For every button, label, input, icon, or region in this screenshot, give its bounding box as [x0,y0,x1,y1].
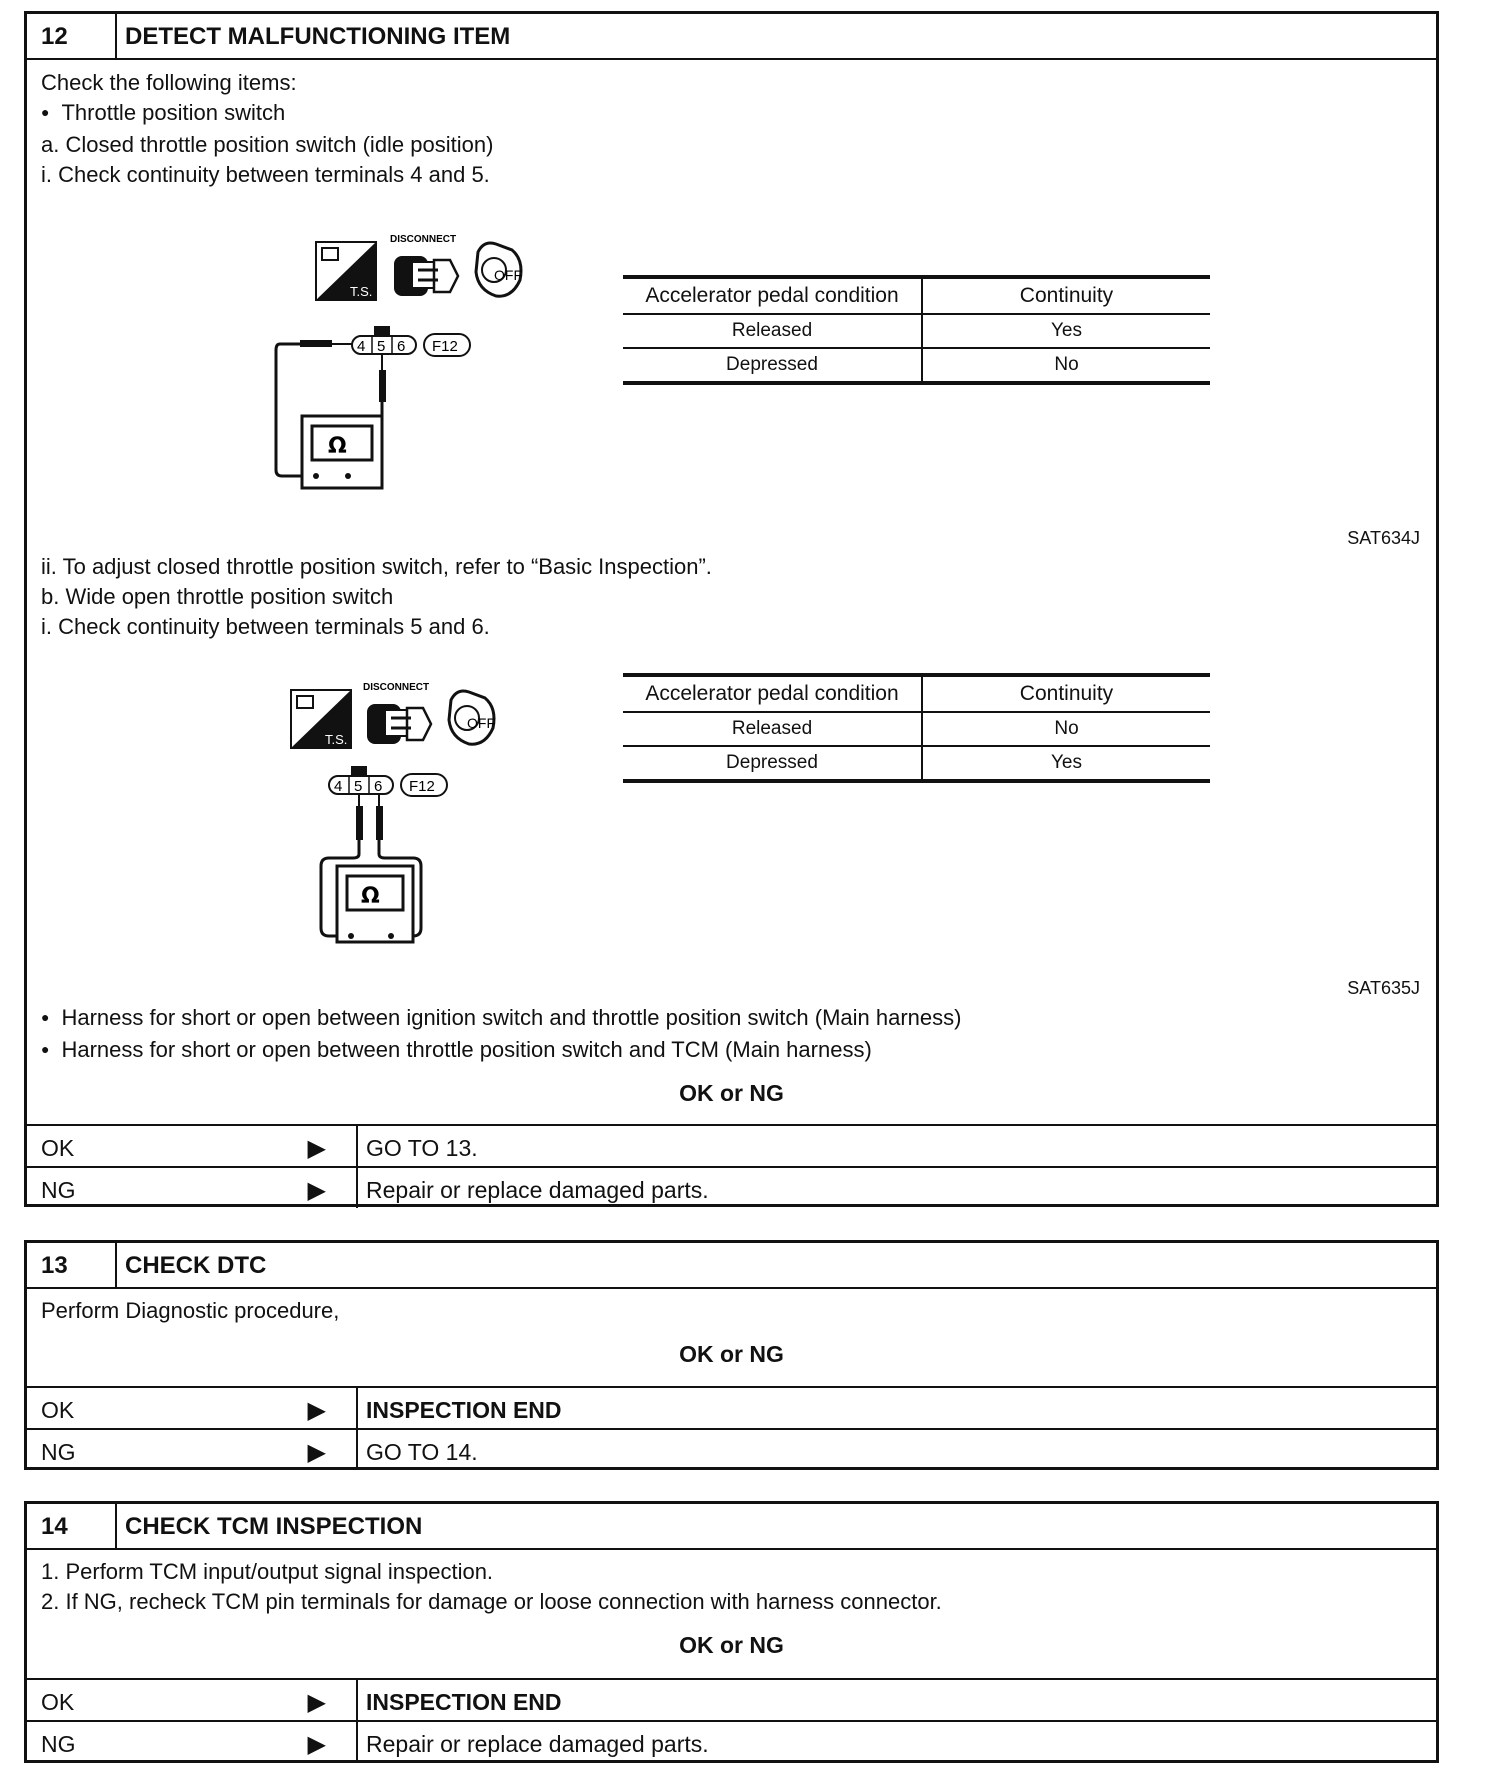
svg-text:4: 4 [334,778,343,795]
table-cell: Released [623,712,922,746]
table-header: Continuity [922,675,1210,712]
instruction-line: Perform Diagnostic procedure, [41,1298,340,1323]
step-title: DETECT MALFUNCTIONING ITEM [125,23,511,50]
disconnect-icon [390,234,458,296]
figure-code: SAT634J [1347,528,1420,548]
result-key: OK [41,1397,75,1423]
table-cell: Depressed [623,348,922,383]
ts-icon [291,690,351,748]
svg-text:Ω: Ω [361,884,380,909]
arrow-right-icon: ▶ [307,1439,326,1466]
step-header [27,1243,1436,1289]
figure-code: SAT635J [1347,978,1420,998]
svg-text:Ω: Ω [328,434,347,459]
ts-icon [316,242,376,300]
step-number: 14 [27,1504,117,1548]
svg-text:T.S.: T.S. [350,284,373,299]
step-number: 13 [27,1243,117,1287]
result-action: GO TO 14. [356,1430,1436,1470]
continuity-table-2 [623,673,1210,783]
result-key: NG [41,1177,76,1203]
instruction-line: b. Wide open throttle position switch [41,584,394,609]
step-body [27,1550,1436,1678]
arrow-right-icon: ▶ [307,1689,326,1716]
svg-text:4: 4 [357,338,366,355]
continuity-test-diagram-2 [257,678,537,958]
svg-text:6: 6 [374,778,383,795]
ok-or-ng-title: OK or NG [679,1632,784,1658]
result-action: INSPECTION END [356,1388,1436,1428]
svg-text:OFF: OFF [494,267,522,283]
result-key: OK [41,1135,75,1161]
step-header [27,1504,1436,1550]
bullet-item: ● Harness for short or open between throttle position switch and TCM (Main harness) [27,1035,961,1067]
continuity-test-diagram-1 [272,230,552,530]
table-cell: Yes [922,314,1210,348]
result-action: INSPECTION END [356,1680,1436,1720]
svg-text:5: 5 [354,778,363,795]
ohmmeter-icon [302,416,382,488]
arrow-right-icon: ▶ [307,1177,326,1204]
step-number: 12 [27,14,117,58]
result-row-ng [27,1428,1436,1470]
instruction-line: Check the following items: [41,70,297,95]
svg-text:F12: F12 [409,778,435,795]
result-action: GO TO 13. [356,1126,1436,1166]
result-row-ng [27,1166,1436,1208]
result-row-ok [27,1386,1436,1428]
instruction-line: i. Check continuity between terminals 5 and 6. [41,614,490,639]
result-action: Repair or replace damaged parts. [356,1168,1436,1208]
ok-or-ng-title: OK or NG [679,1341,784,1367]
step-title: CHECK TCM INSPECTION [125,1513,423,1540]
table-row [623,712,1210,746]
result-key: NG [41,1731,76,1757]
continuity-table-1 [623,275,1210,385]
step-body [27,60,1436,1124]
result-row-ok [27,1678,1436,1720]
step-header [27,14,1436,60]
table-header: Accelerator pedal condition [623,675,922,712]
ok-or-ng-title: OK or NG [679,1080,784,1106]
result-action: Repair or replace damaged parts. [356,1722,1436,1762]
svg-text:6: 6 [397,338,406,355]
instruction-line: i. Check continuity between terminals 4 and 5. [41,162,490,187]
connector-terminals [352,326,416,355]
connector-f12-label [424,334,470,356]
table-cell: Released [623,314,922,348]
bullet-item: ● Harness for short or open between ignition switch and throttle position switch (Main harness) [27,1003,961,1035]
result-key: OK [41,1689,75,1715]
table-row [623,746,1210,781]
result-row-ng [27,1720,1436,1762]
ignition-off-icon [476,243,522,296]
svg-text:DISCONNECT: DISCONNECT [390,234,457,245]
step-12-block [24,11,1439,1207]
svg-text:T.S.: T.S. [325,732,348,747]
instruction-line: 2. If NG, recheck TCM pin terminals for damage or loose connection with harness connector. [41,1589,942,1614]
arrow-right-icon: ▶ [307,1135,326,1162]
result-row-ok [27,1124,1436,1166]
connector-terminals [329,766,393,795]
svg-text:OFF: OFF [467,715,495,731]
instruction-line: 1. Perform TCM input/output signal inspection. [41,1559,494,1584]
step-13-block [24,1240,1439,1470]
table-cell: No [922,712,1210,746]
table-cell: Yes [922,746,1210,781]
ignition-off-icon [449,691,495,744]
bullet-item: ● Throttle position switch [27,98,1436,130]
step-title: CHECK DTC [125,1252,267,1279]
table-header: Continuity [922,277,1210,314]
table-cell: No [922,348,1210,383]
connector-f12-label [401,774,447,796]
disconnect-icon [363,682,431,744]
table-row [623,314,1210,348]
step-14-block [24,1501,1439,1763]
svg-text:F12: F12 [432,338,458,355]
svg-text:5: 5 [377,338,386,355]
svg-text:DISCONNECT: DISCONNECT [363,682,430,693]
table-cell: Depressed [623,746,922,781]
table-header: Accelerator pedal condition [623,277,922,314]
arrow-right-icon: ▶ [307,1731,326,1758]
step-body [27,1289,1436,1386]
ohmmeter-icon [337,866,413,942]
table-row [623,348,1210,383]
result-key: NG [41,1439,76,1465]
arrow-right-icon: ▶ [307,1397,326,1424]
instruction-line: a. Closed throttle position switch (idle position) [41,132,494,157]
instruction-line: ii. To adjust closed throttle position switch, refer to “Basic Inspection”. [41,554,712,579]
